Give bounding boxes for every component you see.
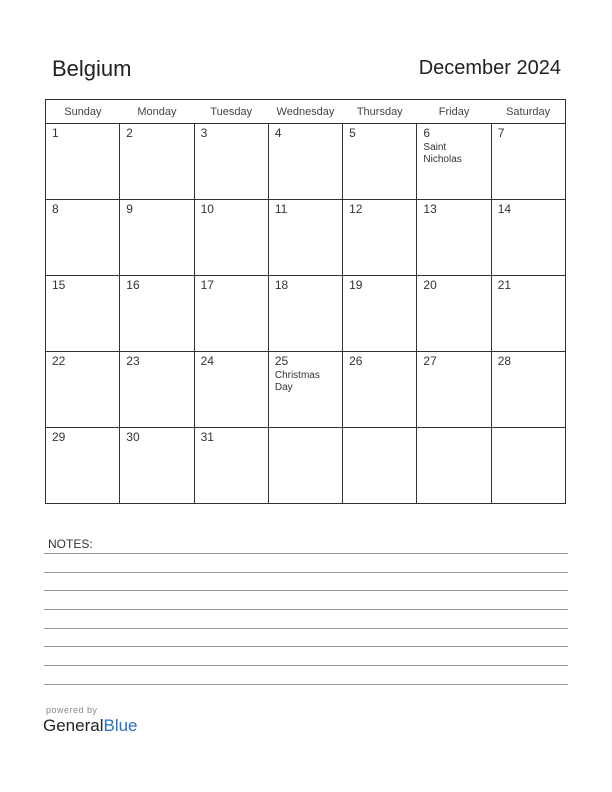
day-number: 6 xyxy=(423,126,431,140)
day-number: 24 xyxy=(200,354,214,368)
note-line xyxy=(44,646,568,647)
month-year-title: December 2024 xyxy=(418,57,561,79)
day-number: 10 xyxy=(200,202,214,216)
day-cell xyxy=(120,200,194,276)
day-cell xyxy=(491,352,565,428)
day-number: 21 xyxy=(497,278,512,292)
day-number: 31 xyxy=(200,430,214,444)
week-row xyxy=(46,276,566,352)
holiday-label: Saint Nicholas xyxy=(423,142,462,165)
day-number: 13 xyxy=(423,202,437,216)
day-cell xyxy=(194,200,268,276)
day-number: 18 xyxy=(274,278,289,292)
day-cell xyxy=(120,124,194,200)
day-cell xyxy=(343,124,417,200)
day-cell xyxy=(268,124,342,200)
day-number: 7 xyxy=(497,126,505,140)
day-number: 8 xyxy=(52,202,59,216)
note-line xyxy=(44,665,568,666)
weekday-monday: Monday xyxy=(120,100,194,124)
day-cell xyxy=(120,428,194,504)
note-line xyxy=(44,684,568,685)
day-cell xyxy=(268,276,342,352)
day-number: 15 xyxy=(52,278,66,292)
day-number: 26 xyxy=(349,354,363,368)
day-cell xyxy=(46,200,120,276)
day-cell xyxy=(46,428,120,504)
day-number: 9 xyxy=(126,202,133,216)
day-cell xyxy=(491,124,565,200)
note-line xyxy=(44,628,568,629)
day-number: 27 xyxy=(423,354,437,368)
day-cell xyxy=(491,200,565,276)
day-number: 25 xyxy=(274,354,289,368)
day-number: 17 xyxy=(200,278,214,292)
weekday-tuesday: Tuesday xyxy=(194,100,268,124)
weekday-header-row xyxy=(46,100,566,124)
day-number: 30 xyxy=(126,430,140,444)
day-cell xyxy=(491,276,565,352)
logo-text-blue: Blue xyxy=(103,716,138,735)
calendar-grid xyxy=(45,99,566,504)
day-cell xyxy=(417,428,491,504)
weekday-saturday: Saturday xyxy=(491,100,565,124)
day-cell xyxy=(491,428,565,504)
weekday-friday: Friday xyxy=(417,100,491,124)
powered-by-text: powered by xyxy=(46,705,98,715)
day-number: 1 xyxy=(52,126,59,140)
day-cell xyxy=(417,200,491,276)
day-number: 28 xyxy=(497,354,512,368)
day-number: 16 xyxy=(126,278,140,292)
day-number: 12 xyxy=(349,202,363,216)
day-cell xyxy=(268,200,342,276)
day-number: 29 xyxy=(52,430,66,444)
holiday-label: Christmas Day xyxy=(274,370,320,393)
day-cell xyxy=(194,352,268,428)
day-cell xyxy=(46,352,120,428)
week-row xyxy=(46,124,566,200)
day-cell xyxy=(194,124,268,200)
generalblue-logo xyxy=(43,716,138,736)
day-number: 14 xyxy=(497,202,512,216)
day-number: 5 xyxy=(349,126,356,140)
logo-text-general: General xyxy=(43,716,104,735)
day-number: 2 xyxy=(126,126,133,140)
day-cell xyxy=(417,352,491,428)
day-cell xyxy=(194,428,268,504)
day-number: 20 xyxy=(423,278,437,292)
weekday-sunday: Sunday xyxy=(46,100,120,124)
week-row xyxy=(46,428,566,504)
weekday-wednesday: Wednesday xyxy=(268,100,342,124)
week-row xyxy=(46,352,566,428)
day-cell xyxy=(268,428,342,504)
day-number: 19 xyxy=(349,278,363,292)
day-number: 22 xyxy=(52,354,66,368)
day-cell xyxy=(343,200,417,276)
weekday-thursday: Thursday xyxy=(343,100,417,124)
day-number: 11 xyxy=(274,202,288,216)
day-cell xyxy=(417,276,491,352)
day-cell xyxy=(120,352,194,428)
week-row xyxy=(46,200,566,276)
day-cell xyxy=(417,124,491,200)
day-number: 4 xyxy=(274,126,282,140)
note-line xyxy=(44,590,568,591)
day-cell xyxy=(46,124,120,200)
day-number: 23 xyxy=(126,354,140,368)
note-line xyxy=(44,553,568,554)
day-number: 3 xyxy=(200,126,208,140)
day-cell xyxy=(343,428,417,504)
day-cell xyxy=(343,276,417,352)
country-title: Belgium xyxy=(52,56,132,81)
day-cell xyxy=(268,352,342,428)
day-cell xyxy=(46,276,120,352)
note-line xyxy=(44,572,568,573)
note-line xyxy=(44,609,568,610)
day-cell xyxy=(194,276,268,352)
day-cell xyxy=(120,276,194,352)
day-cell xyxy=(343,352,417,428)
notes-label: NOTES: xyxy=(48,537,93,551)
